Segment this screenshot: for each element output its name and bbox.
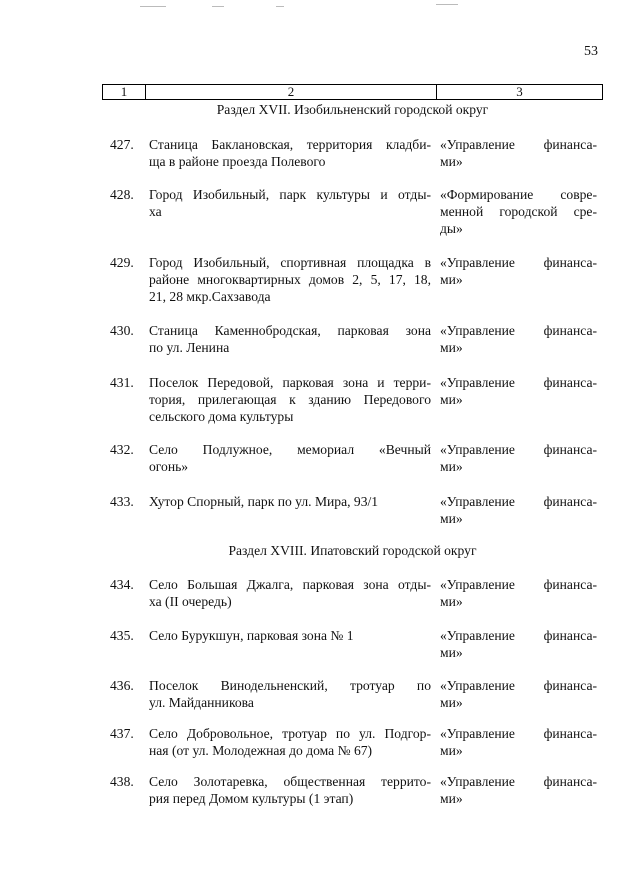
row-number: 433.: [110, 494, 134, 509]
scan-artifacts: [0, 2, 639, 10]
row-program: «Управление финанса- ми»: [440, 726, 597, 758]
row-program: «Управление финанса- ми»: [440, 494, 597, 526]
row-program: «Управление финанса- ми»: [440, 255, 597, 287]
row-description: Поселок Винодельненский, тротуар по ул. Майданникова: [149, 678, 431, 710]
row-description: Станица Баклановская, территория кладби- ща в районе проезда Полевого: [149, 137, 431, 169]
row-description: Город Изобильный, спортивная площадка в районе многоквартирных домов 2, 5, 17, 18, 21, 28 мкр.Сахзавода: [149, 255, 431, 304]
header-col-2: 2: [146, 85, 437, 99]
row-program: «Управление финанса- ми»: [440, 774, 597, 806]
row-number: 430.: [110, 323, 134, 338]
row-description: Село Большая Джалга, парковая зона отды- ха (II очередь): [149, 577, 431, 609]
row-program: «Управление финанса- ми»: [440, 678, 597, 710]
header-col-3: 3: [516, 84, 523, 99]
row-number: 436.: [110, 678, 134, 693]
row-description: Поселок Передовой, парковая зона и терри- тория, прилегающая к зданию Передового сельского дома культуры: [149, 375, 431, 424]
row-program: «Управление финанса- ми»: [440, 577, 597, 609]
row-number: 438.: [110, 774, 134, 789]
row-program: «Управление финанса- ми»: [440, 137, 597, 169]
row-number: 427.: [110, 137, 134, 152]
row-number: 429.: [110, 255, 134, 270]
row-program: «Управление финанса- ми»: [440, 375, 597, 407]
row-number: 435.: [110, 628, 134, 643]
row-number: 431.: [110, 375, 134, 390]
row-program: «Формирование совре- менной городской сре- ды»: [440, 187, 597, 236]
table-header-row: [102, 84, 603, 100]
row-description: Хутор Спорный, парк по ул. Мира, 93/1: [149, 494, 379, 509]
row-number: 437.: [110, 726, 134, 741]
row-program: «Управление финанса- ми»: [440, 628, 597, 660]
section-title-17: Раздел XVII. Изобильненский городской округ: [216, 102, 489, 117]
row-program: «Управление финанса- ми»: [440, 442, 597, 474]
row-program: «Управление финанса- ми»: [440, 323, 597, 355]
row-description: Село Подлужное, мемориал «Вечный огонь»: [149, 442, 431, 474]
row-description: Село Добровольное, тротуар по ул. Подгор- ная (от ул. Молодежная до дома № 67): [149, 726, 431, 758]
section-title-18: Раздел XVIII. Ипатовский городской округ: [228, 543, 477, 558]
row-description: Город Изобильный, парк культуры и отды- ха: [149, 187, 431, 219]
row-description: Село Бурукшун, парковая зона № 1: [149, 628, 354, 643]
header-col-1: 1: [103, 85, 146, 99]
row-description: Станица Каменнобродская, парковая зона по ул. Ленина: [149, 323, 431, 355]
row-number: 434.: [110, 577, 134, 592]
row-number: 432.: [110, 442, 134, 457]
row-number: 428.: [110, 187, 134, 202]
page-number: 53: [584, 44, 598, 59]
row-description: Село Золотаревка, общественная террито- рия перед Домом культуры (1 этап): [149, 774, 431, 806]
